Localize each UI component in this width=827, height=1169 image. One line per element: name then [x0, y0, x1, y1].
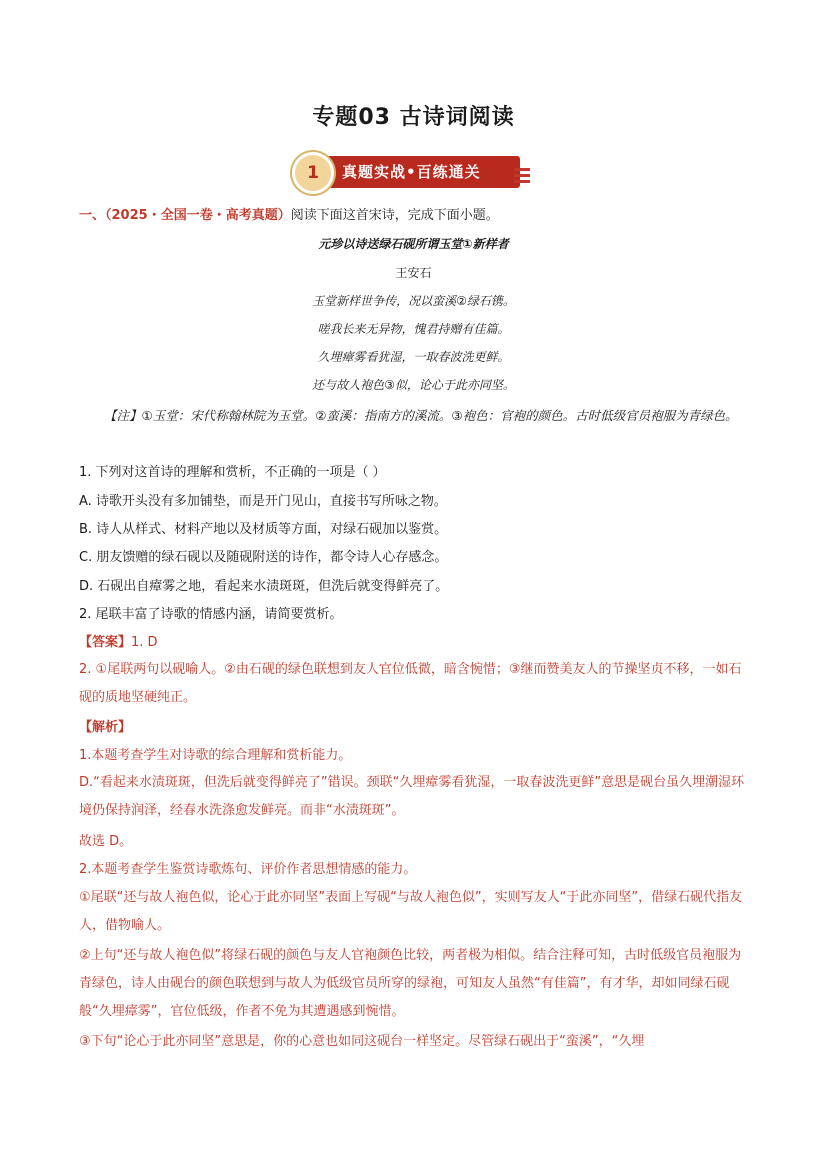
q1-option-a: A. 诗歌开头没有多加铺垫，而是开门见山，直接书写所咏之物。 [79, 494, 447, 509]
poem-title: 元珍以诗送绿石砚所谓玉堂①新样者 [318, 237, 509, 251]
q1-option-c: C. 朋友馈赠的绿石砚以及随砚附送的诗作，都令诗人心存感念。 [79, 550, 448, 565]
analysis-label: 【解析】 [79, 720, 132, 735]
q1-stem: 1. 下列对这首诗的理解和赏析，不正确的一项是（ ） [79, 465, 386, 480]
answer-label: 【答案】 [79, 635, 132, 650]
analysis-p7: ③下句“论心于此亦同坚”意思是，你的心意也如同这砚台一样坚定。尽管绿石砚出于“蛮溪”，“久埋 [79, 1034, 645, 1049]
analysis-p2: D.“看起来水渍斑斑，但洗后就变得鲜亮了”错误。颈联“久埋瘴雾看犹湿，一取春波洗更鲜”意思是砚台虽久埋潮湿环境仍保持润泽，经春水洗涤愈发鲜亮。而非“水渍斑斑”。 [79, 775, 745, 818]
poem-note: 【注】①玉堂：宋代称翰林院为玉堂。②蛮溪：指南方的溪流。③袍色：官袍的颜色。古时低级官员袍服为青绿色。 [104, 408, 738, 423]
answer-heading [79, 633, 158, 653]
question-prompt: 阅读下面这首宋诗，完成下面小题。 [290, 208, 499, 223]
poem-line: 玉堂新样世争传，况以蛮溪②绿石镌。 [312, 294, 515, 308]
poem-line: 久埋瘴雾看犹湿，一取春波洗更鲜。 [317, 350, 510, 364]
analysis-p5: ①尾联“还与故人袍色似，论心于此亦同坚”表面上写砚“与故人袍色似”，实则写友人“于此亦同坚”，借绿石砚代指友人，借物喻人。 [79, 890, 743, 933]
q1-option-d: D. 石砚出自瘴雾之地，看起来水渍斑斑，但洗后就变得鲜亮了。 [79, 579, 449, 594]
analysis-p1: 1.本题考查学生对诗歌的综合理解和赏析能力。 [79, 748, 352, 763]
banner-stripes-decoration [514, 168, 530, 186]
answer-2: 2. ①尾联两句以砚喻人。②由石砚的绿色联想到友人官位低微，暗含惋惜；③继而赞美友人的节操坚贞不移，一如石砚的质地坚硬纯正。 [79, 662, 742, 705]
poem-line: 还与故人袍色③似，论心于此亦同坚。 [312, 378, 515, 392]
q1-option-b: B. 诗人从样式、材料产地以及材质等方面，对绿石砚加以鉴赏。 [79, 522, 448, 537]
q2-stem: 2. 尾联丰富了诗歌的情感内涵，请简要赏析。 [79, 607, 343, 622]
question-heading [79, 206, 499, 226]
answer-1: 1. D [131, 635, 158, 650]
page-title: 专题03 古诗词阅读 [312, 105, 515, 130]
analysis-p6: ②上句“还与故人袍色似”将绿石砚的颜色与友人官袍颜色比较，两者极为相似。结合注释可知，古时低级官员袍服为青绿色，诗人由砚台的颜色联想到与故人为低级官员所穿的绿袍，可知友人虽然“有佳篇”，有才华，却如同绿石砚般“久埋瘴雾”，官位低级，作者不免为其遭遇感到惋惜。 [79, 948, 742, 1019]
analysis-p3: 故选 D。 [79, 834, 133, 849]
question-prefix: 一、 [79, 208, 106, 223]
section-banner [292, 152, 534, 194]
question-source: （2025・全国一卷・高考真题） [105, 208, 291, 223]
banner-label: 真题实战•百练通关 [342, 163, 481, 181]
poem-line: 嗟我长来无异物，愧君持赠有佳篇。 [317, 322, 510, 336]
banner-number-badge: 1 [292, 152, 334, 194]
poem-author: 王安石 [395, 266, 432, 280]
analysis-p4: 2.本题考查学生鉴赏诗歌炼句、评价作者思想情感的能力。 [79, 862, 417, 877]
